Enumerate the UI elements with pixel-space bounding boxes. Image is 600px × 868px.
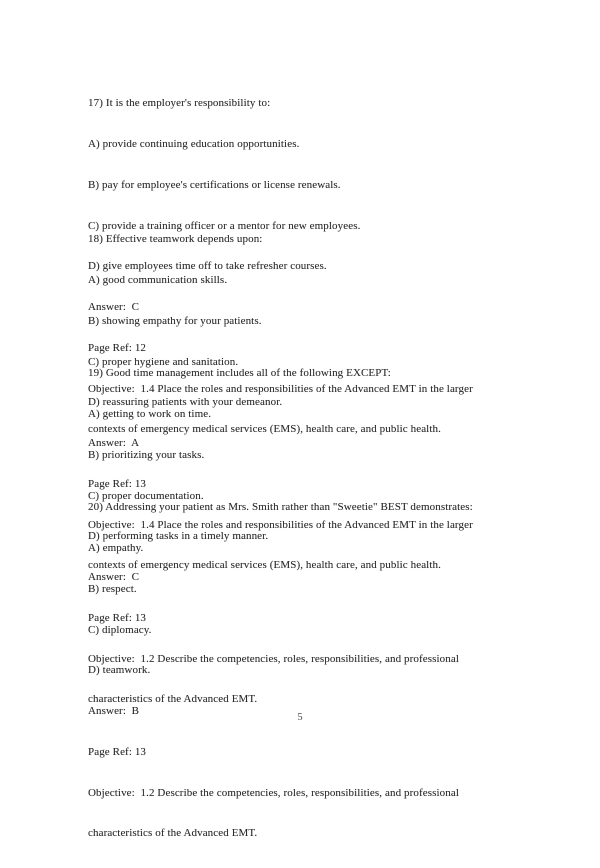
- question-18-page-ref: Page Ref: 13: [88, 477, 147, 490]
- question-19-choice-a: A) getting to work on time.: [88, 407, 212, 420]
- question-20-stem: 20) Addressing your patient as Mrs. Smith rather than "Sweetie" BEST demonstrates:: [88, 501, 473, 514]
- question-20-choice-c: C) diplomacy.: [88, 623, 152, 636]
- question-19-answer: Answer: C: [88, 571, 140, 584]
- question-19-page-ref: Page Ref: 13: [88, 611, 147, 624]
- question-18-choice-d: D) reassuring patients with your demeanor.: [88, 396, 283, 409]
- question-19-objective-line-1: Objective: 1.2 Describe the competencies, roles, responsibilities, and professional: [88, 652, 459, 665]
- page-number: 5: [297, 712, 303, 723]
- question-19-choice-d: D) performing tasks in a timely manner.: [88, 530, 269, 543]
- question-17-choice-b: B) pay for employee's certifications or license renewals.: [88, 178, 341, 191]
- question-20-objective-line-2: characteristics of the Advanced EMT.: [88, 827, 258, 840]
- question-20: [88, 474, 473, 868]
- question-17-choice-c: C) provide a training officer or a mentor for new employees.: [88, 219, 361, 232]
- question-18-stem: 18) Effective teamwork depends upon:: [88, 233, 263, 246]
- question-17-objective-line-1: Objective: 1.4 Place the roles and responsibilities of the Advanced EMT in the larger: [88, 382, 473, 395]
- question-18-choice-c: C) proper hygiene and sanitation.: [88, 355, 239, 368]
- question-20-choice-d: D) teamwork.: [88, 664, 151, 677]
- question-18-answer: Answer: A: [88, 437, 140, 450]
- question-19-choice-c: C) proper documentation.: [88, 489, 204, 502]
- question-19-choice-b: B) prioritizing your tasks.: [88, 448, 205, 461]
- question-17-objective-line-2: contexts of emergency medical services (EMS), health care, and public health.: [88, 423, 441, 436]
- question-18-choice-a: A) good communication skills.: [88, 273, 228, 286]
- question-20-answer: Answer: B: [88, 705, 140, 718]
- question-20-choice-a: A) empathy.: [88, 541, 144, 554]
- question-17-choice-a: A) provide continuing education opportunities.: [88, 137, 300, 150]
- question-19-stem: 19) Good time management includes all of the following EXCEPT:: [88, 367, 391, 380]
- question-20-objective-line-1: Objective: 1.2 Describe the competencies, roles, responsibilities, and professional: [88, 786, 459, 799]
- question-20-choice-b: B) respect.: [88, 582, 137, 595]
- question-20-page-ref: Page Ref: 13: [88, 745, 147, 758]
- question-17-stem: 17) It is the employer's responsibility to:: [88, 97, 271, 110]
- question-17-answer: Answer: C: [88, 301, 140, 314]
- question-17-choice-d: D) give employees time off to take refresher courses.: [88, 260, 327, 273]
- question-18-choice-b: B) showing empathy for your patients.: [88, 314, 262, 327]
- question-19-objective-line-2: characteristics of the Advanced EMT.: [88, 693, 258, 706]
- question-18-objective-line-1: Objective: 1.4 Place the roles and responsibilities of the Advanced EMT in the larger: [88, 518, 473, 531]
- question-17-page-ref: Page Ref: 12: [88, 341, 147, 354]
- question-18-objective-line-2: contexts of emergency medical services (EMS), health care, and public health.: [88, 559, 441, 572]
